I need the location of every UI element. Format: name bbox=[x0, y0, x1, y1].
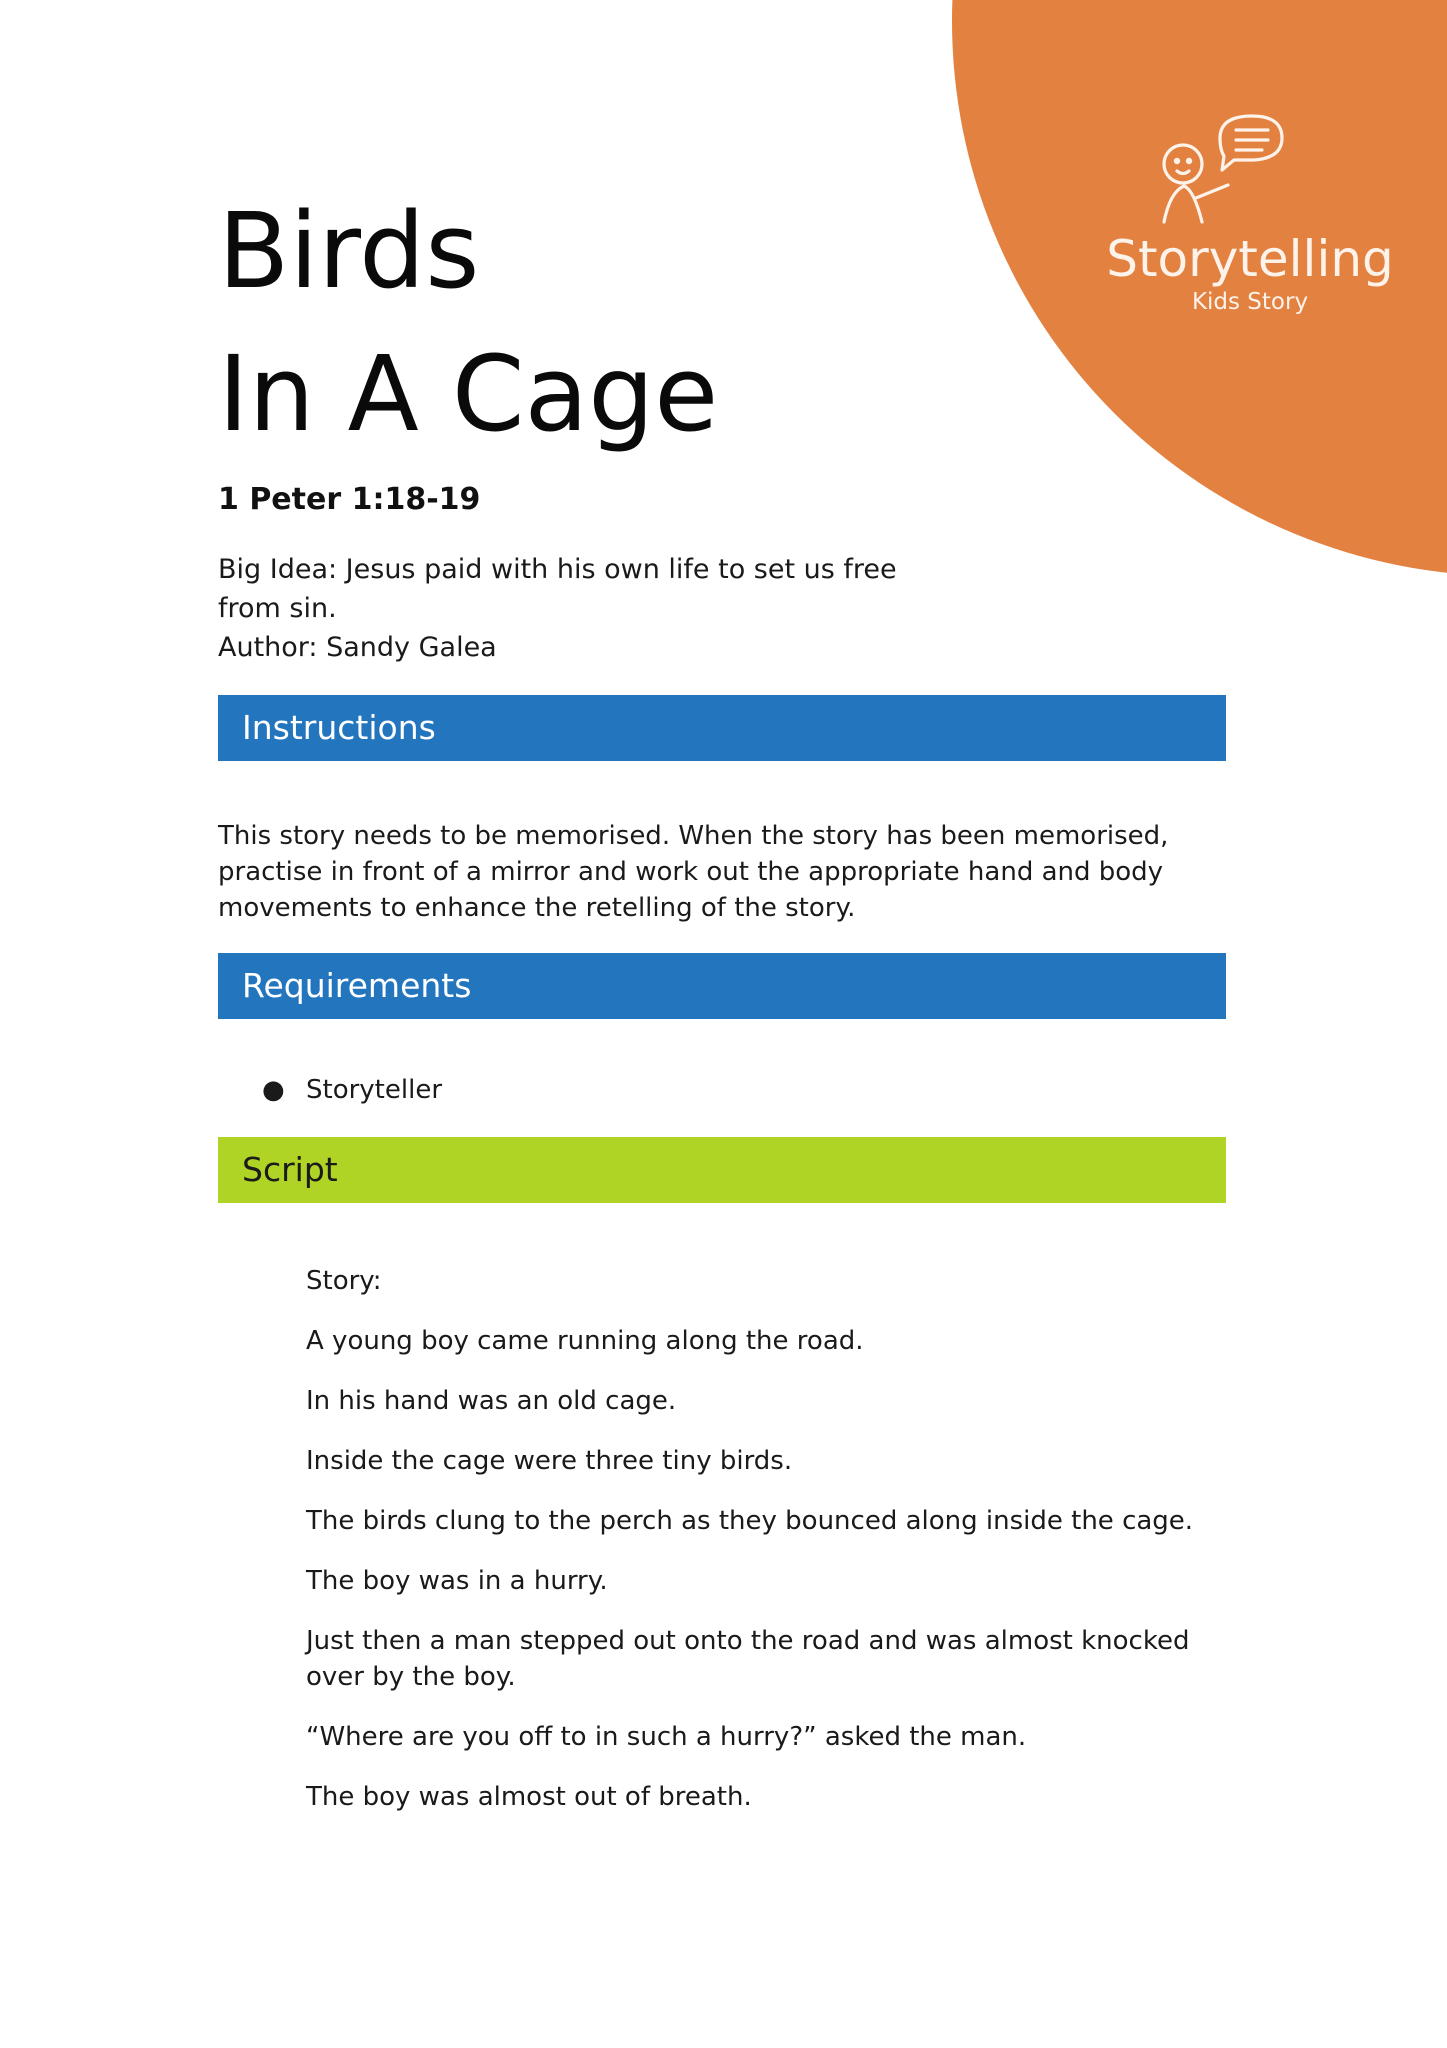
script-line: Story: bbox=[306, 1266, 382, 1296]
storyteller-speech-icon bbox=[1150, 110, 1290, 230]
script-header: Script bbox=[218, 1137, 1226, 1203]
instructions-text: This story needs to be memorised. When the story has been memorised, practise in front of a mirror and work out the appropriate hand and body movements to enhance the retelling of the story. bbox=[218, 821, 1169, 923]
instructions-header: Instructions bbox=[218, 695, 1226, 761]
script-line: A young boy came running along the road. bbox=[306, 1326, 864, 1356]
brand-logo bbox=[1090, 110, 1410, 316]
brand-subtitle: Kids Story bbox=[1191, 289, 1309, 315]
script-line: Just then a man stepped out onto the road and was almost knocked over by the boy. bbox=[306, 1626, 1190, 1692]
requirements-list bbox=[218, 1072, 442, 1108]
script-line: “Where are you off to in such a hurry?” asked the man. bbox=[306, 1722, 1027, 1752]
script-line: In his hand was an old cage. bbox=[306, 1386, 677, 1416]
story-title-line-1: Birds bbox=[218, 190, 480, 312]
script-line: The birds clung to the perch as they bounced along inside the cage. bbox=[306, 1506, 1194, 1536]
script-line: The boy was in a hurry. bbox=[306, 1566, 608, 1596]
brand-name: Storytelling bbox=[1106, 230, 1394, 288]
script-line: The boy was almost out of breath. bbox=[306, 1782, 752, 1812]
big-idea-line-1: Big Idea: Jesus paid with his own life to set us free bbox=[218, 554, 897, 585]
requirements-header: Requirements bbox=[218, 953, 1226, 1019]
story-title-line-2: In A Cage bbox=[218, 333, 719, 455]
big-idea-line-2: from sin. bbox=[218, 593, 337, 624]
story-meta bbox=[218, 550, 938, 667]
author: Author: Sandy Galea bbox=[218, 632, 497, 663]
script-line: Inside the cage were three tiny birds. bbox=[306, 1446, 793, 1476]
requirement-text: Storyteller bbox=[306, 1075, 443, 1105]
scripture-reference: 1 Peter 1:18-19 bbox=[218, 482, 481, 517]
bullet-icon: ● bbox=[262, 1075, 285, 1105]
script-body bbox=[306, 1263, 1226, 1839]
story-title bbox=[218, 180, 718, 466]
list-item bbox=[218, 1072, 442, 1108]
